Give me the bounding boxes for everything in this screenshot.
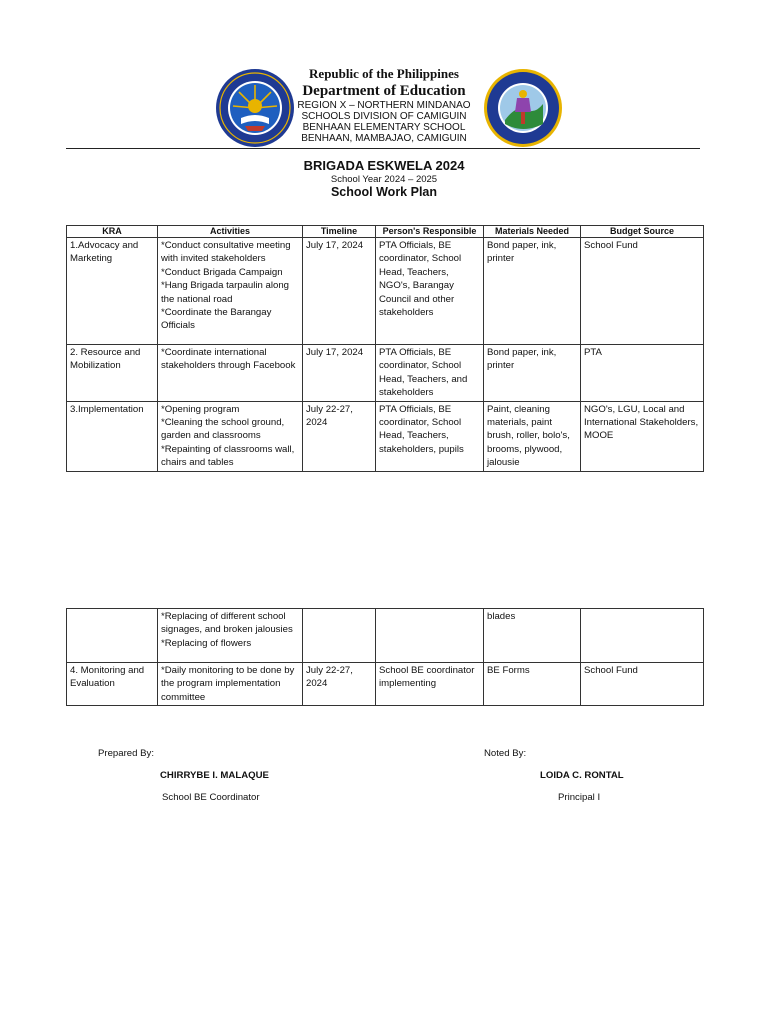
activities-cell <box>158 345 303 402</box>
activity-item: *Coordinate international stakeholders through Facebook <box>161 347 296 372</box>
republic-heading: Republic of the Philippines <box>309 66 459 81</box>
activity-item: *Repainting of classrooms wall, chairs and tables <box>161 443 295 469</box>
budget-cell: School Fund <box>581 238 704 345</box>
header-timeline: Timeline <box>303 226 376 238</box>
work-plan-table-continued <box>66 608 704 706</box>
timeline-cell: July 17, 2024 <box>303 238 376 345</box>
department-heading: Department of Education <box>302 83 466 99</box>
division-line: SCHOOLS DIVISION OF CAMIGUIN <box>301 111 467 122</box>
materials-cell: blades <box>484 609 581 663</box>
activity-item: *Replacing of flowers <box>161 637 252 649</box>
school-line: BENHAAN ELEMENTARY SCHOOL <box>302 122 466 133</box>
noted-by-label: Noted By: <box>484 748 527 759</box>
timeline-cell <box>303 609 376 663</box>
plan-title: School Work Plan <box>330 185 438 199</box>
activity-item: *Hang Brigada tarpaulin along the national road <box>161 280 290 305</box>
activity-item: *Opening program <box>161 403 240 415</box>
header-budget: Budget Source <box>581 226 704 238</box>
activity-item: *Replacing of different school signages, and broken jalousies <box>161 611 293 636</box>
timeline-cell: July 22-27, 2024 <box>303 663 376 706</box>
budget-cell: School Fund <box>581 663 704 706</box>
prepared-by-label: Prepared By: <box>98 748 154 759</box>
table-row <box>67 345 704 402</box>
persons-cell: PTA Officials, BE coordinator, School Head, Teachers, and stakeholders <box>376 345 484 402</box>
kra-cell: 1.Advocacy and Marketing <box>67 238 158 345</box>
budget-cell: PTA <box>581 345 704 402</box>
work-plan-table <box>66 225 704 472</box>
noted-by-name: LOIDA C. RONTAL <box>540 770 624 781</box>
noted-by-title: Principal I <box>558 792 601 803</box>
activity-item: *Conduct consultative meeting with invited stakeholders <box>161 240 291 265</box>
timeline-cell: July 22-27, 2024 <box>303 401 376 471</box>
timeline-cell: July 17, 2024 <box>303 345 376 402</box>
persons-cell <box>376 609 484 663</box>
budget-cell <box>581 609 704 663</box>
kra-cell: 3.Implementation <box>67 401 158 471</box>
table-header-row <box>67 226 704 238</box>
table-row <box>67 401 704 471</box>
region-line: REGION X – NORTHERN MINDANAO <box>297 100 471 111</box>
activity-item: *Cleaning the school ground, garden and classrooms <box>161 417 285 442</box>
prepared-by-name: CHIRRYBE I. MALAQUE <box>160 770 269 781</box>
activity-item: *Coordinate the Barangay Officials <box>161 307 272 332</box>
header-divider <box>66 148 700 149</box>
table-row <box>67 238 704 345</box>
materials-cell: BE Forms <box>484 663 581 706</box>
activities-cell <box>158 238 303 345</box>
kra-cell: 2. Resource and Mobilization <box>67 345 158 402</box>
header-materials: Materials Needed <box>484 226 581 238</box>
persons-cell: PTA Officials, BE coordinator, School Head, Teachers, NGO's, Barangay Council and other stakeholders <box>376 238 484 345</box>
kra-cell: 4. Monitoring and Evaluation <box>67 663 158 706</box>
prepared-by-title: School BE Coordinator <box>162 792 260 803</box>
header-persons: Person's Responsible <box>376 226 484 238</box>
persons-cell: School BE coordinator implementing <box>376 663 484 706</box>
budget-cell: NGO's, LGU, Local and International Stakeholders, MOOE <box>581 401 704 471</box>
school-seal-icon <box>483 68 563 148</box>
materials-cell: Bond paper, ink, printer <box>484 238 581 345</box>
document-titles <box>0 158 768 200</box>
school-year: School Year 2024 – 2025 <box>330 174 438 185</box>
table-row <box>67 609 704 663</box>
address-line: BENHAAN, MAMBAJAO, CAMIGUIN <box>301 133 467 144</box>
materials-cell: Paint, cleaning materials, paint brush, roller, bolo's, brooms, plywood, jalousie <box>484 401 581 471</box>
persons-cell: PTA Officials, BE coordinator, School Head, Teachers, stakeholders, pupils <box>376 401 484 471</box>
activity-item: *Conduct Brigada Campaign <box>161 266 283 278</box>
activities-cell <box>158 401 303 471</box>
table-row <box>67 663 704 706</box>
header-activities: Activities <box>158 226 303 238</box>
document-title: BRIGADA ESKWELA 2024 <box>303 158 465 173</box>
activities-cell <box>158 663 303 706</box>
activity-item: *Daily monitoring to be done by the program implementation committee <box>161 665 295 703</box>
letterhead <box>280 66 488 144</box>
materials-cell: Bond paper, ink, printer <box>484 345 581 402</box>
header-kra: KRA <box>67 226 158 238</box>
activities-cell <box>158 609 303 663</box>
kra-cell <box>67 609 158 663</box>
